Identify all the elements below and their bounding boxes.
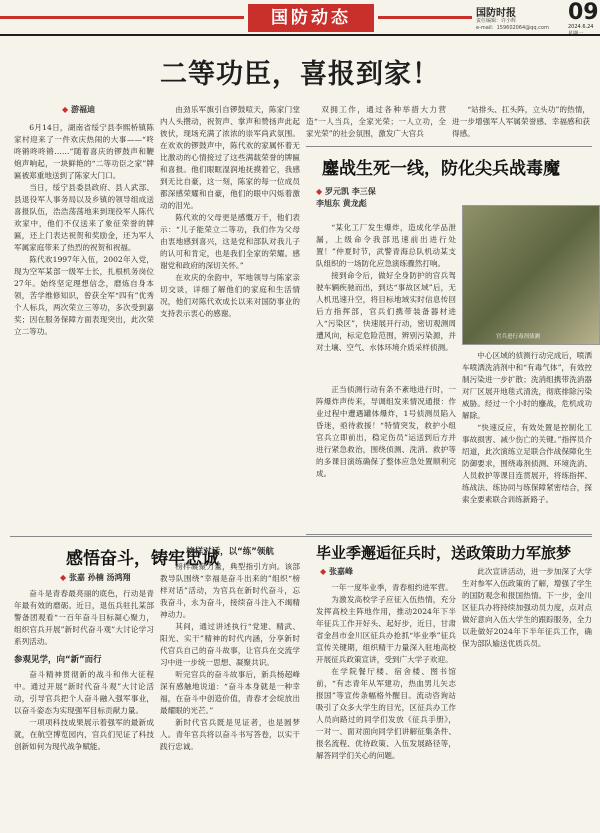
story1-col1: 6月14日，湖南省绥宁县李熙桥镇陈家村迎来了一件欢庆热闹的大事——“咚咚锵咚咚锵……”随着喜庆的锣鼓声和鞭炮声响起，一块鲜艳的“二等功臣之家”牌匾被郑重地送到了陈家大门口。 当日，绥宁县委县政府、县人武部、县退役军人事务局以及乡镇的领导组成送喜报队伍，浩浩荡荡地来到现役军人陈代欢家中，他们不仅送来了象征荣誉的牌匾，还上门表达祝贺和奖励金，还为军人军属家庭带来了热烈的祝贺和祝福。 陈代欢1997年入伍，2002年入党，现为空军某部一级军士长，扎根机务岗位27年。始终坚定理想信念，磨炼自身本领，苦学维修知识，曾获全军“四有”优秀个人标兵，两次荣立三等功，多次受到嘉奖；因在服务保障方面表现突出，此次荣立二等功。 (14, 123, 154, 336)
story3-subhead-2: 榜样对话，以“练”领航 (186, 547, 274, 557)
divider (306, 534, 592, 535)
story2-col-b: 中心区域的侦测行动完成后，喷洒车喷洒洗消剂中和“有毒气体”，有效控制污染进一步扩散；洗消组携带洗消器对厂区展开地毯式清洗，彻底排除污染威胁。经过一个小时的鏖战，危机成功解除。 “快速反应，有效处置是控制化工事故损害、减少伤亡的关键。”指挥员介绍道，此次演练立足联合作战保障化生防御要求，围绕毒剂侦测、环境洗消、人员救护等课目连贯展开，将练指挥、练战法、练协同与练保障紧密结合，探索全要素联合训练新路子。 (462, 351, 592, 504)
story2-photo (462, 205, 600, 345)
story1-col2: 由劲乐军旗引自锣鼓喧天，陈家门堂内人头攒动，祝贺声、掌声和赞扬声此起彼伏，现场充满了浓浓的崇军尚武氛围。在欢欢的锣鼓声中，陈代欢的家属怀着无比激动的心情接过了这些满载荣誉的牌匾和喜报。他们眼眶湿润地抚摸着它，我感到无比自豪，这一刻，陈家的每一位成员都深感荣耀和自豪，他们的眼中闪烁着激动的泪光。 陈代欢的父母更是感慨万千，他们表示：“儿子能荣立二等功，我们作为父母由衷地感到喜兴，这是党和部队对我儿子的认可和肯定，也是我们全家的荣耀。感谢党和政府的深切关怀。” 在欢庆的余韵中，军地领导与陈家亲切交谈，详细了解他们的家庭和生活情况，他们对陈代欢成长以来对国防事业的支持表示衷心的感谢。 (160, 105, 300, 318)
page-header (0, 0, 600, 36)
story3-headline: 感悟奋斗，铸牢忠诚 (66, 549, 219, 569)
header-rule-right (378, 16, 472, 19)
paper-name: 国防时报 (476, 8, 516, 19)
divider (10, 536, 592, 537)
story3-byline: ◆ 张嘉 孙楠 汤鸿翔 (60, 573, 131, 582)
story3-subhead-1: 参观见学，向“新”而行 (14, 655, 102, 665)
story1-col4: “站排头、扛头阵，立头功”的热情，进一步增强军人军属荣誉感、幸福感和获得感。 (452, 105, 590, 138)
editor-line: 责任编辑：许小辉 e-mail：159602064@qq.com (476, 18, 549, 31)
story4-byline: ◆ 张嘉峰 (320, 567, 353, 576)
story1-col3: 双拥工作，通过各种举措大力营造“一人当兵，全家光荣；一人立功，全家光荣”的社会氛围，激发广大官兵 (306, 105, 446, 138)
header-rule-left (0, 16, 244, 19)
issue-date: 2024.6.24 星期一 (568, 24, 594, 37)
divider (306, 146, 592, 147)
story4-headline: 毕业季邂逅征兵时，送政策助力军旅梦 (316, 544, 572, 562)
story1-byline: ◆ 游福迪 (62, 105, 95, 114)
story2-byline: ◆ 罗元凯 李三保 李旭东 黄龙彪 (316, 187, 376, 208)
page-number: 09 (568, 0, 599, 25)
photo-caption: 官兵进行毒剂侦测 (496, 334, 541, 340)
story4-col1: 一年一度毕业季，青春相约进军营。 为激发高校学子应征入伍热情，充分发挥高校主阵地作用，推动2024年下半年征兵工作开好头、起好步，近日，甘肃省金昌市金川区征兵办抢抓“毕业季”征兵宣传关键期，组织精干力量深入驻地高校开展征兵政策宣讲，受到广大学子欢迎。 在学院餐厅楼、宿舍楼、图书馆前，“有志青年从军建功，热血男儿矢志报国”等宣传条幅格外醒目。流动咨询站吸引了众多大学生的目光，区征兵办工作人员向路过的同学们发放《征兵手册》，一对一、面对面向同学们讲解征集条件、报名流程、优待政策、入伍发展路径等，解答同学们关心的问题。 (316, 583, 456, 760)
section-title: 国防动态 (248, 4, 374, 32)
story1-headline: 二等功臣，喜报到家！ (160, 59, 440, 90)
story2-col-c: 正当侦测行动有条不紊地进行时，一阵爆炸声传来，导调组发来情况通报：作业过程中遭遇罐体爆炸，1号侦测员陷入昏迷，亟待救援！“特情突发，救护小组官兵立即前出，稳定伤员”运送到后方并进行紧急救治，围绕侦测、洗消、救护等的多课目演练确保了整体应急处置顺利完成。 (316, 385, 456, 478)
story2-col-a: “某化工厂发生爆炸，造成化学品泄漏，上级命令我部迅速前出进行处置！”仲夏时节，武警青海总队机动某支队组织的一场防化应急演练骤然打响。 接到命令后，做好全身防护的官兵驾驶车辆疾驰而出，到达“事故区域”后，无人机迅速升空，将目标地域实时信息传回后方指挥部，官兵们携带装备器材进入“污染区”，快速展开行动，密切观测周遭风向，标定危险范围，辨别污染源，并对土壤、空气、水体环境介质采样侦测。 (316, 223, 456, 352)
story3-right: 榜样对话，以“练”领航 榜样凝聚力量，典型指引方向。该部教导队围绕“幸福是奋斗出来的”组织“榜样对话”活动，为官兵在新时代奋斗，忘我奋斗，永为奋斗，接续奋斗注入不竭精神动力。 其间，通过讲述执行“党建、精武、阳光、实干”精神的时代内涵，分享新时代官兵自己的奋斗故事，让官兵在交流学习中进一步统一思想、凝聚共识。 听完官兵的奋斗故事后，新兵杨超峰深有感触地说道：“奋斗本身就是一种幸福，在奋斗中创造价值，青春才会绽放出最耀眼的光芒。” 新时代官兵既是见证者，也是圆梦人。青年官兵将以奋斗书写答卷，以实干践行忠诚。 (160, 547, 300, 751)
story3-left: 奋斗是青春最亮丽的底色，行动是青年最有效的磨砺。近日，退伍兵驻扎某部警备团观看“一百年奋斗目标凝心聚力，组织官兵开展”新时代奋斗观”大讨论学习系列活动。 参观见学，向“新”而行 奋斗精神贯彻新的战斗和伟大征程中。通过开展“新时代奋斗观”大讨论活动，引导官兵把个人奋斗融入强军事业，以奋斗姿态为实现强军目标贡献力量。 一项项科技成果展示着强军的最新成就，在航空博览园内，官兵们见证了科技创新如何为现代战争赋能。 (14, 589, 154, 751)
story2-headline: 鏖战生死一线，防化尖兵战毒魔 (322, 159, 560, 179)
story4-col2: 此次宣讲活动，进一步加深了大学生对参军入伍政策的了解，增强了学生的国防观念和报国热情。下一步，金川区征兵办将持续加强动员力度，点对点做好意向入伍大学生的跟踪服务，全力以赴做好2024年下半年征兵工作，确保为部队输送优质兵员。 (462, 567, 592, 648)
